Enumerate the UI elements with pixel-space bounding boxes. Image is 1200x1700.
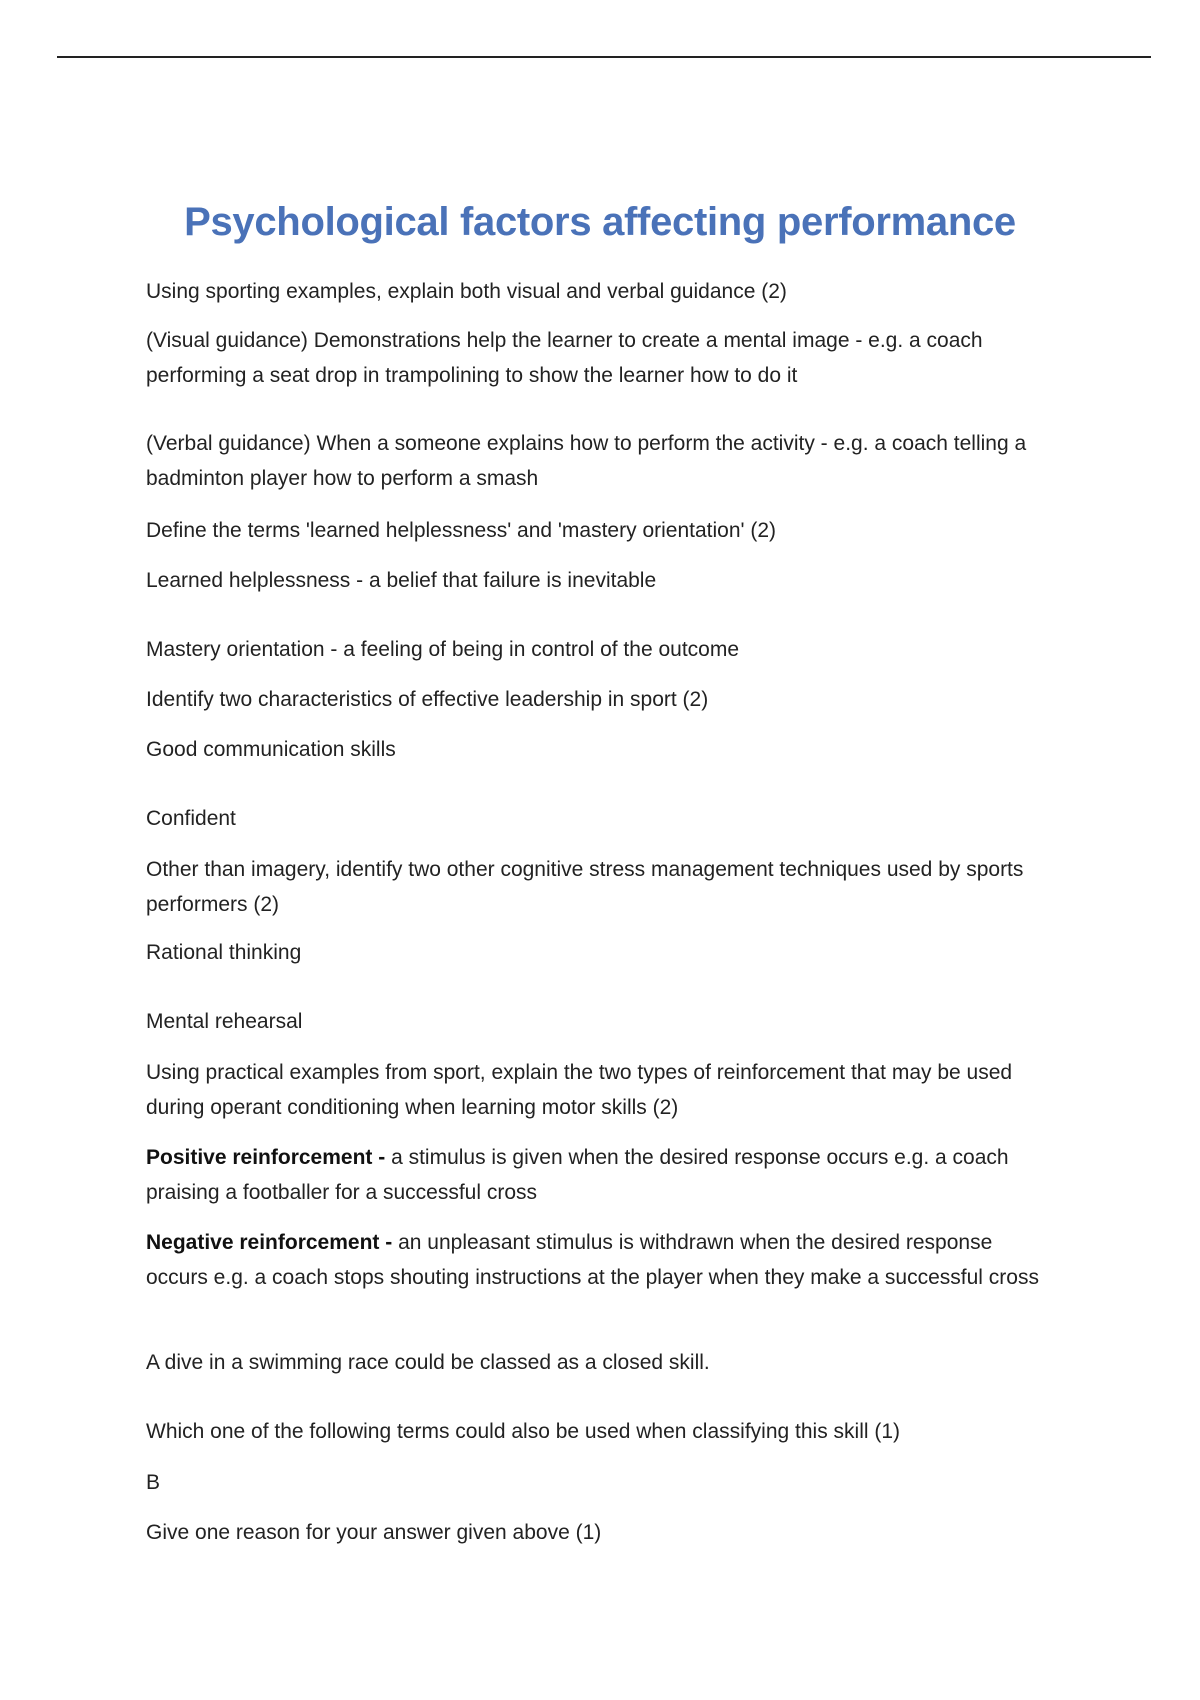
answer-communication: Good communication skills bbox=[146, 738, 396, 761]
negative-reinforcement-text: an unpleasant stimulus is withdrawn when the desired response occurs e.g. a coach stops shouting instructions at the player when they make a successful cross bbox=[146, 1231, 1039, 1289]
question-reason: Give one reason for your answer given above (1) bbox=[146, 1521, 602, 1544]
answer-mastery-orientation: Mastery orientation - a feeling of being in control of the outcome bbox=[146, 638, 740, 661]
answer-verbal-guidance: (Verbal guidance) When a someone explains how to perform the activity - e.g. a coach telling a badminton player how to perform a smash bbox=[146, 432, 1027, 490]
question-classifying-skill: Which one of the following terms could also be used when classifying this skill (1) bbox=[146, 1420, 901, 1443]
answer-visual-guidance: (Visual guidance) Demonstrations help the learner to create a mental image - e.g. a coach performing a seat drop in trampolining to show the learner how to do it bbox=[146, 329, 983, 387]
document-title: Psychological factors affecting performance bbox=[184, 200, 1016, 244]
answer-positive-reinforcement bbox=[146, 1140, 1046, 1210]
positive-reinforcement-text: a stimulus is given when the desired response occurs e.g. a coach praising a footballer for a successful cross bbox=[146, 1146, 1009, 1204]
answer-negative-reinforcement bbox=[146, 1225, 1046, 1295]
positive-reinforcement-label: Positive reinforcement - bbox=[146, 1146, 386, 1169]
question-leadership: Identify two characteristics of effective leadership in sport (2) bbox=[146, 688, 709, 711]
header-rule bbox=[57, 56, 1151, 58]
answer-learned-helplessness: Learned helplessness - a belief that failure is inevitable bbox=[146, 569, 657, 592]
answer-confident: Confident bbox=[146, 807, 236, 830]
question-stress-management: Other than imagery, identify two other cognitive stress management techniques used by sports performers (2) bbox=[146, 858, 1024, 916]
answer-mental-rehearsal: Mental rehearsal bbox=[146, 1010, 303, 1033]
question-helplessness-mastery: Define the terms 'learned helplessness' and 'mastery orientation' (2) bbox=[146, 519, 777, 542]
question-guidance: Using sporting examples, explain both visual and verbal guidance (2) bbox=[146, 280, 787, 303]
answer-option: B bbox=[146, 1471, 161, 1494]
negative-reinforcement-label: Negative reinforcement - bbox=[146, 1231, 393, 1254]
statement-closed-skill: A dive in a swimming race could be classed as a closed skill. bbox=[146, 1351, 710, 1374]
answer-rational-thinking: Rational thinking bbox=[146, 941, 302, 964]
question-reinforcement: Using practical examples from sport, explain the two types of reinforcement that may be used during operant conditioning when learning motor skills (2) bbox=[146, 1061, 1013, 1119]
